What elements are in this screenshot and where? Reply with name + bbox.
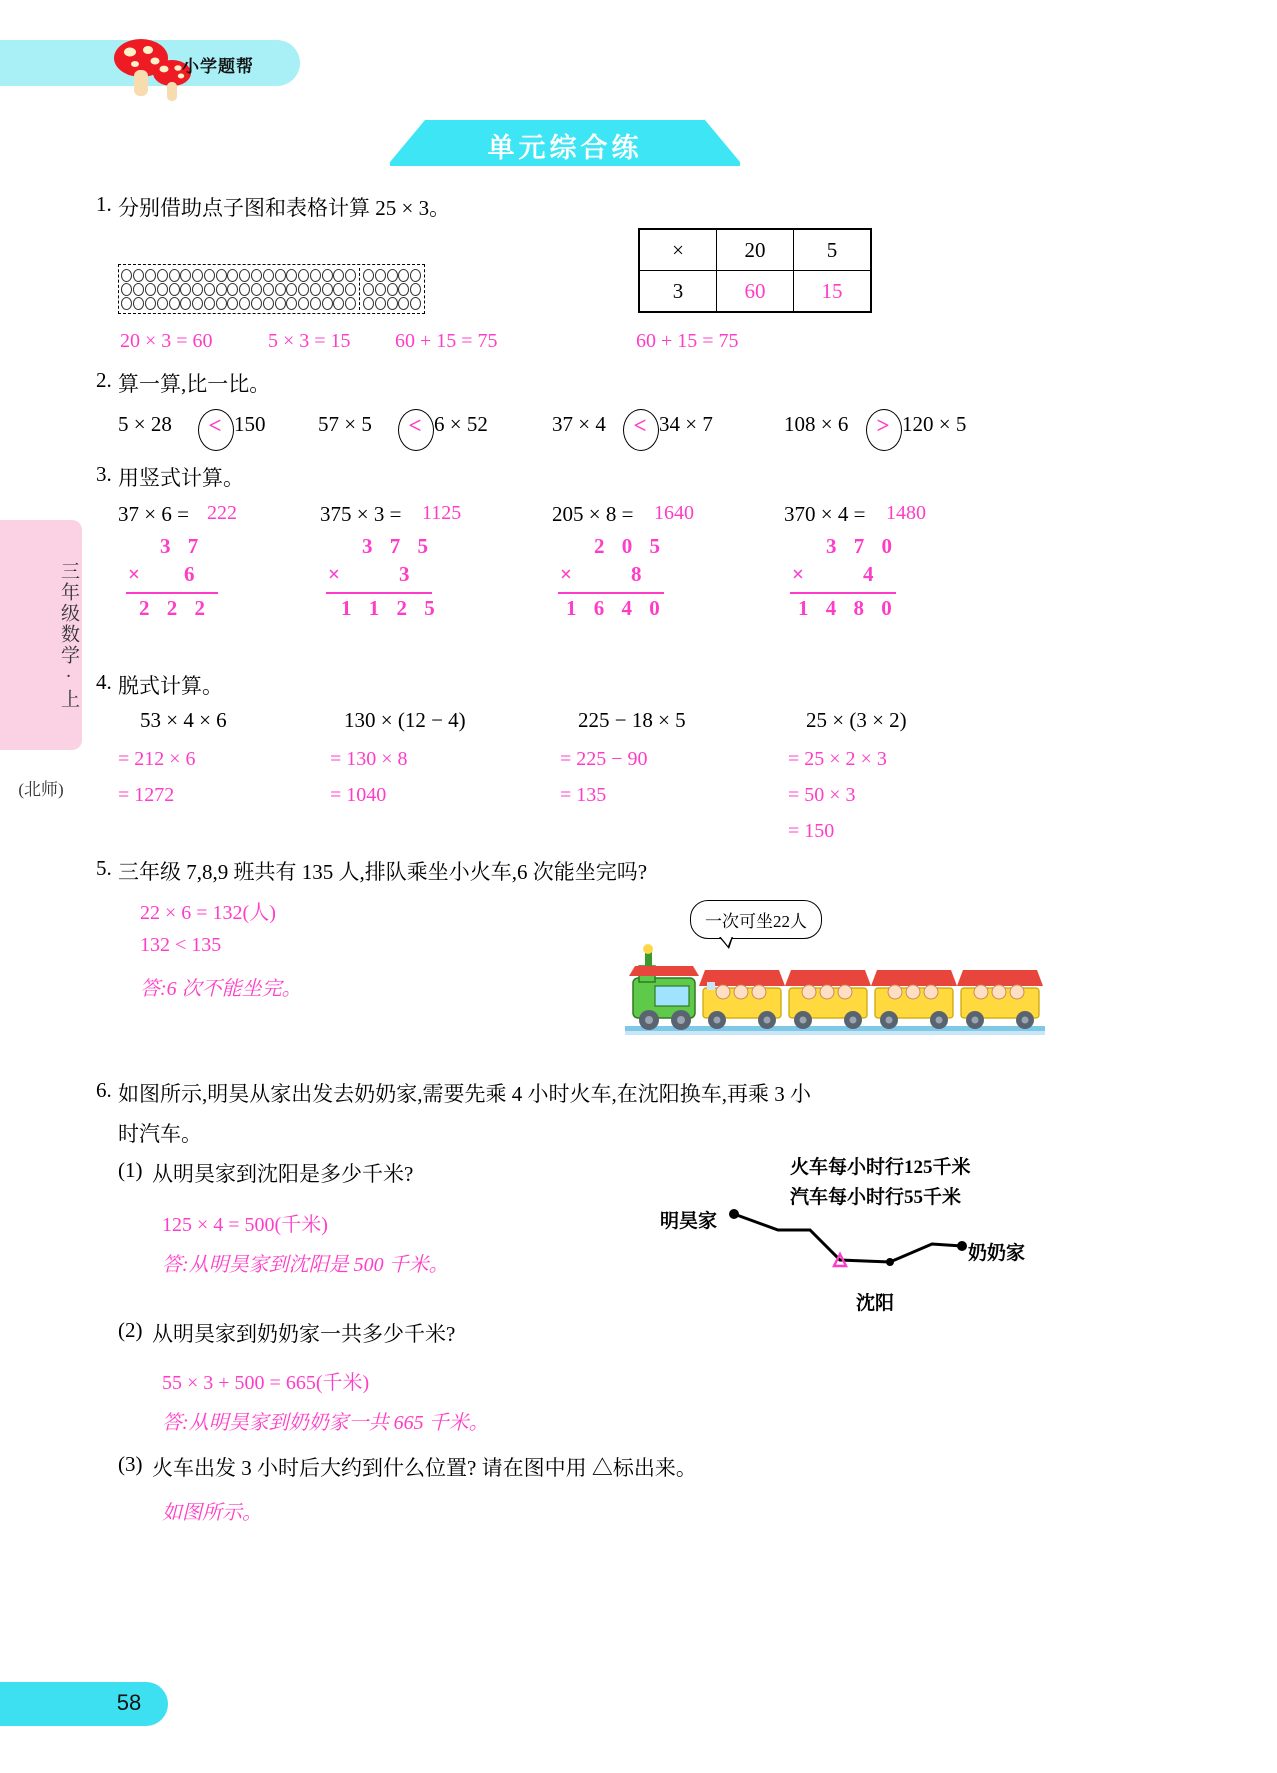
side-tab-label: 三年级数学·上 <box>58 560 79 710</box>
compare-4-sign: > <box>876 413 890 438</box>
dot <box>263 297 274 310</box>
dot <box>180 283 191 296</box>
dot <box>387 269 398 282</box>
table-header-5: 5 <box>794 229 872 271</box>
exercise-5-answer-1: 22 × 6 = 132(人) <box>140 902 276 924</box>
destep-3-line-2: = 135 <box>560 784 607 806</box>
dot <box>345 269 356 282</box>
vertical-2-mult: 3 <box>399 562 416 586</box>
dot <box>227 297 238 310</box>
dot <box>145 297 156 310</box>
dot <box>375 297 386 310</box>
exercise-5-prompt: 三年级 7,8,9 班共有 135 人,排队乘坐小火车,6 次能坐完吗? <box>118 860 648 884</box>
dot <box>345 283 356 296</box>
compare-3-left: 37 × 4 <box>552 412 606 436</box>
dot <box>121 283 132 296</box>
dot <box>398 297 409 310</box>
multiplication-table <box>638 228 872 313</box>
map-route <box>700 1200 1020 1300</box>
destep-3-line-1: = 225 − 90 <box>560 748 648 770</box>
dot <box>121 297 132 310</box>
dot <box>121 269 132 282</box>
dot <box>169 269 180 282</box>
dot <box>169 283 180 296</box>
dot <box>333 269 344 282</box>
dot-answer-3: 60 + 15 = 75 <box>395 330 498 352</box>
exercise-3-number: 3. <box>96 462 112 486</box>
dot <box>310 297 321 310</box>
dot <box>263 283 274 296</box>
section-title-text: 单元综合练 <box>487 133 643 163</box>
dot <box>216 297 227 310</box>
vertical-4-expr: 370 × 4 = <box>784 502 866 526</box>
dot-row <box>121 282 357 296</box>
dot <box>251 269 262 282</box>
vertical-3-product: 1 6 4 0 <box>566 596 666 620</box>
compare-3-sign: < <box>633 413 647 438</box>
vertical-1-top: 3 7 <box>160 534 205 558</box>
vertical-2-product: 1 1 2 5 <box>341 596 441 620</box>
vertical-1-result: 222 <box>207 502 237 524</box>
exercise-6-sub1-answer-2: 答:从明昊家到沈阳是 500 千米。 <box>162 1254 449 1276</box>
exercise-1-number: 1. <box>96 192 112 216</box>
side-tab-publisher: (北师) <box>18 780 64 799</box>
vertical-4-top: 3 7 0 <box>826 534 898 558</box>
dot <box>275 283 286 296</box>
brand-label: 小学题帮 <box>182 57 254 76</box>
vertical-4-result: 1480 <box>886 502 926 524</box>
dot <box>216 283 227 296</box>
map-label-transfer: 沈阳 <box>856 1293 895 1314</box>
dot <box>145 269 156 282</box>
compare-2-left: 57 × 5 <box>318 412 372 436</box>
exercise-6-sub3-answer-1: 如图所示。 <box>162 1502 262 1524</box>
map-rate-train: 火车每小时行125千米 <box>790 1157 971 1178</box>
dot <box>216 269 227 282</box>
destep-3-expr: 225 − 18 × 5 <box>578 708 686 732</box>
dot <box>322 269 333 282</box>
dot <box>286 297 297 310</box>
dot <box>157 283 168 296</box>
destep-2-expr: 130 × (12 − 4) <box>344 708 466 732</box>
dot <box>227 269 238 282</box>
vertical-2-result: 1125 <box>422 502 462 524</box>
dot <box>192 297 203 310</box>
train-illustration <box>625 930 1045 1040</box>
dot <box>410 283 421 296</box>
dot <box>180 297 191 310</box>
vertical-1-product: 2 2 2 <box>139 596 211 620</box>
exercise-6-sub2-answer-1: 55 × 3 + 500 = 665(千米) <box>162 1372 370 1394</box>
vertical-3-top: 2 0 5 <box>594 534 666 558</box>
dot <box>157 297 168 310</box>
dot-diagram <box>118 264 425 314</box>
dot-group-right <box>359 268 422 310</box>
exercise-6-sub2-label: (2) <box>118 1318 143 1342</box>
dot <box>286 283 297 296</box>
dot <box>275 297 286 310</box>
exercise-2-prompt: 算一算,比一比。 <box>118 372 271 396</box>
dot <box>239 269 250 282</box>
dot <box>251 297 262 310</box>
vertical-4-times: × <box>792 562 810 586</box>
dot-group-left <box>121 268 357 310</box>
compare-2-sign: < <box>408 413 422 438</box>
dot-row <box>363 268 422 282</box>
dot <box>192 269 203 282</box>
vertical-4-mult: 4 <box>863 562 880 586</box>
dot <box>398 283 409 296</box>
exercise-6-sub3-label: (3) <box>118 1452 143 1476</box>
exercise-6-sub3-text: 火车出发 3 小时后大约到什么位置? 请在图中用 △标出来。 <box>152 1456 697 1480</box>
table-header-op: × <box>639 229 717 271</box>
vertical-2-times: × <box>328 562 346 586</box>
map-label-grandma: 奶奶家 <box>968 1243 1026 1264</box>
dot-row <box>121 268 357 282</box>
destep-1-expr: 53 × 4 × 6 <box>140 708 227 732</box>
compare-4-right: 120 × 5 <box>902 412 967 436</box>
dot-answer-1: 20 × 3 = 60 <box>120 330 213 352</box>
dot <box>322 297 333 310</box>
table-answer: 60 + 15 = 75 <box>636 330 739 352</box>
dot <box>204 283 215 296</box>
dot <box>363 269 374 282</box>
section-title-banner <box>390 120 740 166</box>
vertical-3-times: × <box>560 562 578 586</box>
dot-answer-2: 5 × 3 = 15 <box>268 330 351 352</box>
dot <box>239 297 250 310</box>
destep-1-line-1: = 212 × 6 <box>118 748 196 770</box>
exercise-4-number: 4. <box>96 670 112 694</box>
dot <box>398 269 409 282</box>
vertical-2-top: 3 7 5 <box>362 534 434 558</box>
destep-2-line-2: = 1040 <box>330 784 387 806</box>
dot <box>263 269 274 282</box>
dot <box>410 269 421 282</box>
exercise-6-sub1-answer-1: 125 × 4 = 500(千米) <box>162 1214 328 1236</box>
dot <box>204 297 215 310</box>
destep-4-expr: 25 × (3 × 2) <box>806 708 907 732</box>
table-cell-15: 15 <box>794 271 872 313</box>
dot <box>251 283 262 296</box>
dot <box>363 297 374 310</box>
dot <box>133 269 144 282</box>
dot <box>133 283 144 296</box>
exercise-3-prompt: 用竖式计算。 <box>118 466 244 490</box>
table-row-factor: 3 <box>639 271 717 313</box>
map-label-home: 明昊家 <box>660 1211 718 1232</box>
dot <box>333 283 344 296</box>
dot <box>180 269 191 282</box>
dot <box>322 283 333 296</box>
dot <box>227 283 238 296</box>
dot <box>375 283 386 296</box>
vertical-3-expr: 205 × 8 = <box>552 502 634 526</box>
map-rate-bus: 汽车每小时行55千米 <box>790 1187 962 1208</box>
vertical-2-expr: 375 × 3 = <box>320 502 402 526</box>
destep-4-line-1: = 25 × 2 × 3 <box>788 748 887 770</box>
vertical-3-result: 1640 <box>654 502 694 524</box>
exercise-6-prompt-line1: 如图所示,明昊从家出发去奶奶家,需要先乘 4 小时火车,在沈阳换车,再乘 3 小 <box>118 1082 811 1106</box>
vertical-1-expr: 37 × 6 = <box>118 502 189 526</box>
dot <box>310 269 321 282</box>
exercise-6-number: 6. <box>96 1078 112 1102</box>
vertical-3-mult: 8 <box>631 562 648 586</box>
exercise-1-prompt: 分别借助点子图和表格计算 25 × 3。 <box>118 196 451 220</box>
compare-2-right: 6 × 52 <box>434 412 488 436</box>
compare-1-right: 150 <box>234 412 266 436</box>
destep-4-line-2: = 50 × 3 <box>788 784 856 806</box>
dot <box>286 269 297 282</box>
exercise-5-answer-3: 答:6 次不能坐完。 <box>140 978 302 1000</box>
dot <box>298 283 309 296</box>
vertical-2-rule <box>326 592 432 594</box>
exercise-5-answer-2: 132 < 135 <box>140 934 222 956</box>
dot <box>133 297 144 310</box>
destep-4-line-3: = 150 <box>788 820 835 842</box>
vertical-1-rule <box>126 592 218 594</box>
dot <box>387 283 398 296</box>
compare-1-sign: < <box>208 413 222 438</box>
compare-3-right: 34 × 7 <box>659 412 713 436</box>
exercise-6-sub1-text: 从明昊家到沈阳是多少千米? <box>152 1162 414 1186</box>
vertical-3-rule <box>558 592 664 594</box>
dot <box>310 283 321 296</box>
dot <box>275 269 286 282</box>
dot <box>192 283 203 296</box>
destep-1-line-2: = 1272 <box>118 784 175 806</box>
vertical-4-rule <box>790 592 896 594</box>
dot <box>298 297 309 310</box>
dot <box>298 269 309 282</box>
dot <box>169 297 180 310</box>
exercise-6-prompt-line2: 时汽车。 <box>118 1122 202 1146</box>
dot <box>410 297 421 310</box>
dot-row <box>363 282 422 296</box>
exercise-2-number: 2. <box>96 368 112 392</box>
vertical-4-product: 1 4 8 0 <box>798 596 898 620</box>
exercise-5-number: 5. <box>96 856 112 880</box>
dot <box>363 283 374 296</box>
dot <box>204 269 215 282</box>
exercise-6-sub1-label: (1) <box>118 1158 143 1182</box>
vertical-1-mult: 6 <box>184 562 201 586</box>
compare-1-left: 5 × 28 <box>118 412 172 436</box>
vertical-1-times: × <box>128 562 146 586</box>
speech-bubble: 一次可坐22人 <box>690 900 822 939</box>
dot <box>375 269 386 282</box>
dot <box>345 297 356 310</box>
table-cell-60: 60 <box>717 271 794 313</box>
compare-4-left: 108 × 6 <box>784 412 849 436</box>
dot <box>239 283 250 296</box>
exercise-4-prompt: 脱式计算。 <box>118 674 223 698</box>
dot <box>333 297 344 310</box>
destep-2-line-1: = 130 × 8 <box>330 748 408 770</box>
table-header-20: 20 <box>717 229 794 271</box>
page-number: 58 <box>116 1690 142 1715</box>
exercise-6-sub2-text: 从明昊家到奶奶家一共多少千米? <box>152 1322 456 1346</box>
exercise-6-sub2-answer-2: 答:从明昊家到奶奶家一共 665 千米。 <box>162 1412 489 1434</box>
dot <box>387 297 398 310</box>
dot-row <box>121 296 357 310</box>
dot-row <box>363 296 422 310</box>
dot <box>157 269 168 282</box>
dot <box>145 283 156 296</box>
